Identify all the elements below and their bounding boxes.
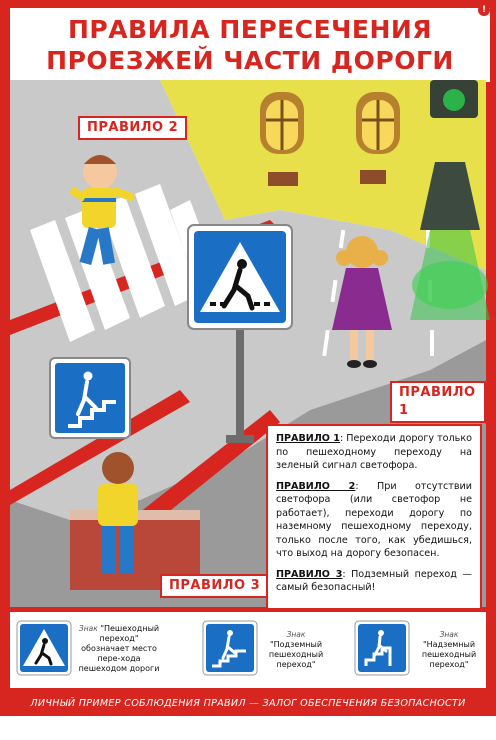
brick-patch bbox=[268, 172, 298, 186]
rule-2-text: ПРАВИЛО 2: При отсутствии светофора (или светофор не работает), переходи дорогу по наземному пешеходному переходу, только после того, как убедишься, что выход на дорогу безопасен. bbox=[276, 480, 472, 559]
footer-slogan bbox=[0, 692, 496, 733]
footer-part-1: ЛИЧНЫЙ ПРИМЕР СОБЛЮДЕНИЯ ПРАВИЛ bbox=[30, 698, 246, 709]
pedestrian-crossing-sign-icon bbox=[16, 620, 72, 676]
brick-patch bbox=[360, 170, 386, 184]
rule-3-heading: ПРАВИЛО 3 bbox=[276, 568, 343, 580]
building-window-left bbox=[260, 92, 304, 154]
legend-2-prefix: Знак bbox=[286, 630, 306, 639]
legend-item-underground bbox=[202, 618, 332, 682]
legend-item-pedestrian bbox=[16, 618, 166, 682]
legend-3-name: "Надземный пешеходный переход" bbox=[421, 640, 477, 669]
underground-crossing-road-sign bbox=[50, 358, 130, 438]
exclamation-icon: ! bbox=[478, 4, 490, 16]
title-line-2: ПРОЕЗЖЕЙ ЧАСТИ ДОРОГИ bbox=[46, 46, 454, 75]
poster-title bbox=[10, 8, 490, 82]
rules-text-box bbox=[266, 424, 482, 610]
overhead-crossing-sign-icon bbox=[354, 620, 410, 676]
rule-1-text: ПРАВИЛО 1: Переходи дорогу только по пешеходному переходу на зеленый сигнал светофора. bbox=[276, 433, 473, 471]
legend-2-name: "Подземный пешеходный переход" bbox=[268, 640, 324, 669]
underground-crossing-sign-icon bbox=[202, 620, 258, 676]
footer-separator: — bbox=[245, 698, 263, 709]
rule-2-heading: ПРАВИЛО 2 bbox=[276, 480, 356, 492]
footer-part-2: ЗАЛОГ ОБЕСПЕЧЕНИЯ БЕЗОПАСНОСТИ ДОРОЖНОГО ДВИЖЕНИЯ bbox=[181, 698, 466, 733]
sign-legend-bar bbox=[10, 612, 486, 688]
legend-1-prefix: Знак bbox=[78, 624, 98, 633]
rule-1-heading: ПРАВИЛО 1 bbox=[276, 433, 340, 444]
title-line-1: ПРАВИЛА ПЕРЕСЕЧЕНИЯ bbox=[67, 15, 433, 44]
rule-1-label: ПРАВИЛО 1 bbox=[390, 381, 486, 423]
rule-3-label: ПРАВИЛО 3 bbox=[160, 574, 269, 598]
legend-1-desc: обозначает место пере-хода пешеходом дороги bbox=[78, 644, 160, 673]
legend-3-prefix: Знак bbox=[439, 630, 459, 639]
rule-2-label: ПРАВИЛО 2 bbox=[78, 116, 187, 140]
legend-1-name: "Пешеходный переход" bbox=[99, 624, 160, 643]
building-window-right bbox=[356, 92, 400, 154]
rule-3-text: ПРАВИЛО 3: Подземный переход — самый безопасный! bbox=[276, 568, 472, 593]
legend-item-overhead bbox=[354, 618, 484, 682]
